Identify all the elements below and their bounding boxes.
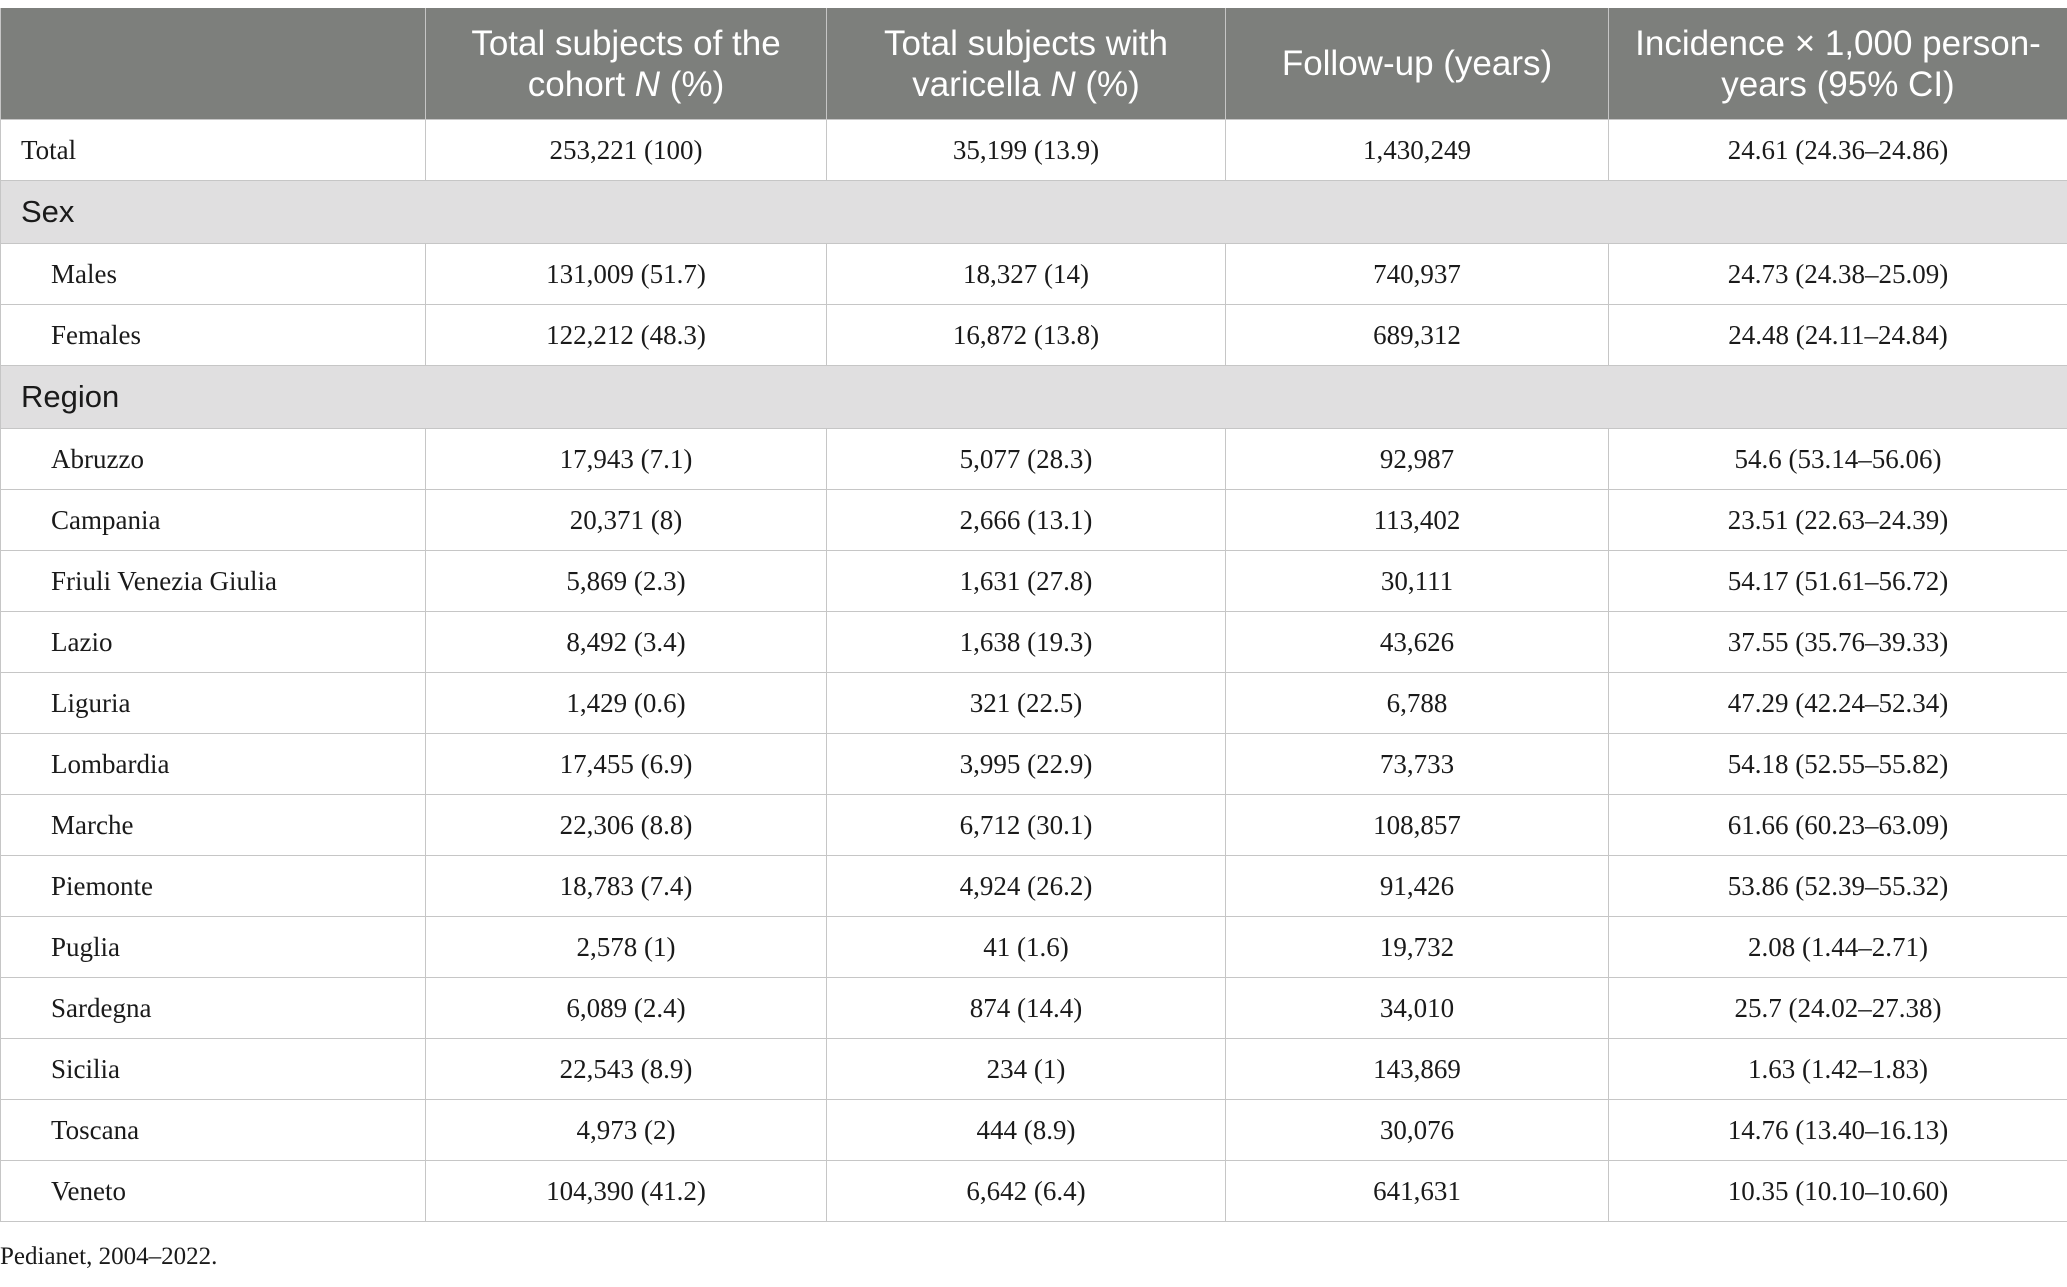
cell-incidence: 61.66 (60.23–63.09): [1609, 795, 2067, 856]
cell-cohort: 17,943 (7.1): [426, 429, 827, 490]
section-row-region: [1, 366, 2067, 429]
section-title: Region: [1, 366, 2067, 429]
cell-cohort: 22,306 (8.8): [426, 795, 827, 856]
cell-followup: 740,937: [1226, 244, 1609, 305]
row-label: Lazio: [1, 612, 426, 673]
table-row: [1, 612, 2067, 673]
cell-incidence: 25.7 (24.02–27.38): [1609, 978, 2067, 1039]
header-total-cohort-suffix: (%): [660, 64, 725, 104]
cell-followup: 30,076: [1226, 1100, 1609, 1161]
table-row: [1, 551, 2067, 612]
cell-cohort: 20,371 (8): [426, 490, 827, 551]
cell-incidence: 54.18 (52.55–55.82): [1609, 734, 2067, 795]
cell-incidence: 2.08 (1.44–2.71): [1609, 917, 2067, 978]
cell-followup: 6,788: [1226, 673, 1609, 734]
table-row: [1, 244, 2067, 305]
cell-followup: 1,430,249: [1226, 120, 1609, 181]
table-row: [1, 1100, 2067, 1161]
row-label: Friuli Venezia Giulia: [1, 551, 426, 612]
table-row: [1, 978, 2067, 1039]
header-total-varicella-text: Total subjects with varicella: [883, 23, 1169, 104]
cell-incidence: 10.35 (10.10–10.60): [1609, 1161, 2067, 1222]
cell-varicella: 6,642 (6.4): [827, 1161, 1226, 1222]
cell-cohort: 2,578 (1): [426, 917, 827, 978]
header-total-varicella-suffix: (%): [1075, 64, 1140, 104]
data-table: [0, 8, 2067, 1222]
row-label: Sicilia: [1, 1039, 426, 1100]
cell-followup: 143,869: [1226, 1039, 1609, 1100]
cell-varicella: 1,631 (27.8): [827, 551, 1226, 612]
header-total-cohort: [426, 8, 827, 120]
row-label: Lombardia: [1, 734, 426, 795]
cell-cohort: 1,429 (0.6): [426, 673, 827, 734]
row-label: Puglia: [1, 917, 426, 978]
cell-incidence: 37.55 (35.76–39.33): [1609, 612, 2067, 673]
table-row: [1, 429, 2067, 490]
cell-varicella: 16,872 (13.8): [827, 305, 1226, 366]
cell-cohort: 22,543 (8.9): [426, 1039, 827, 1100]
cell-varicella: 5,077 (28.3): [827, 429, 1226, 490]
header-total-varicella-n: N: [1050, 64, 1076, 104]
cell-followup: 30,111: [1226, 551, 1609, 612]
row-label: Sardegna: [1, 978, 426, 1039]
row-label: Females: [1, 305, 426, 366]
cell-cohort: 6,089 (2.4): [426, 978, 827, 1039]
cell-followup: 34,010: [1226, 978, 1609, 1039]
cell-varicella: 321 (22.5): [827, 673, 1226, 734]
cell-incidence: 1.63 (1.42–1.83): [1609, 1039, 2067, 1100]
table-footnote: Pedianet, 2004–2022.: [0, 1243, 218, 1270]
cell-cohort: 131,009 (51.7): [426, 244, 827, 305]
section-row-sex: [1, 181, 2067, 244]
row-label: Marche: [1, 795, 426, 856]
cell-incidence: 54.6 (53.14–56.06): [1609, 429, 2067, 490]
table-row: [1, 795, 2067, 856]
cell-incidence: 24.73 (24.38–25.09): [1609, 244, 2067, 305]
cell-followup: 91,426: [1226, 856, 1609, 917]
table-row: [1, 1039, 2067, 1100]
cell-cohort: 122,212 (48.3): [426, 305, 827, 366]
cell-cohort: 8,492 (3.4): [426, 612, 827, 673]
header-total-cohort-text: Total subjects of the cohort: [471, 23, 781, 104]
cell-cohort: 5,869 (2.3): [426, 551, 827, 612]
row-label: Veneto: [1, 1161, 426, 1222]
cell-cohort: 104,390 (41.2): [426, 1161, 827, 1222]
cell-varicella: 444 (8.9): [827, 1100, 1226, 1161]
cell-cohort: 18,783 (7.4): [426, 856, 827, 917]
cell-varicella: 874 (14.4): [827, 978, 1226, 1039]
table-header: [1, 8, 2067, 120]
cell-followup: 19,732: [1226, 917, 1609, 978]
cell-cohort: 253,221 (100): [426, 120, 827, 181]
cell-followup: 108,857: [1226, 795, 1609, 856]
cell-followup: 92,987: [1226, 429, 1609, 490]
cell-varicella: 2,666 (13.1): [827, 490, 1226, 551]
cell-varicella: 18,327 (14): [827, 244, 1226, 305]
table-row: [1, 673, 2067, 734]
table-row-total: [1, 120, 2067, 181]
cell-varicella: 3,995 (22.9): [827, 734, 1226, 795]
header-incidence: Incidence × 1,000 person-years (95% CI): [1609, 8, 2067, 120]
row-label: Males: [1, 244, 426, 305]
table-row: [1, 305, 2067, 366]
header-label-column: [1, 8, 426, 120]
cell-varicella: 234 (1): [827, 1039, 1226, 1100]
cell-followup: 73,733: [1226, 734, 1609, 795]
cell-incidence: 24.61 (24.36–24.86): [1609, 120, 2067, 181]
cell-followup: 43,626: [1226, 612, 1609, 673]
row-label: Abruzzo: [1, 429, 426, 490]
cell-cohort: 4,973 (2): [426, 1100, 827, 1161]
cell-varicella: 1,638 (19.3): [827, 612, 1226, 673]
cell-varicella: 35,199 (13.9): [827, 120, 1226, 181]
cell-cohort: 17,455 (6.9): [426, 734, 827, 795]
header-row: [1, 8, 2067, 120]
table-row: [1, 917, 2067, 978]
cell-incidence: 24.48 (24.11–24.84): [1609, 305, 2067, 366]
cell-incidence: 53.86 (52.39–55.32): [1609, 856, 2067, 917]
row-label: Liguria: [1, 673, 426, 734]
section-title: Sex: [1, 181, 2067, 244]
header-total-varicella: [827, 8, 1226, 120]
cell-incidence: 14.76 (13.40–16.13): [1609, 1100, 2067, 1161]
cell-followup: 113,402: [1226, 490, 1609, 551]
header-total-cohort-n: N: [634, 64, 661, 104]
table-body: [1, 120, 2067, 1222]
table-row: [1, 734, 2067, 795]
cell-followup: 689,312: [1226, 305, 1609, 366]
table-row: [1, 1161, 2067, 1222]
table-row: [1, 490, 2067, 551]
cell-varicella: 6,712 (30.1): [827, 795, 1226, 856]
cell-varicella: 4,924 (26.2): [827, 856, 1226, 917]
row-label: Total: [1, 120, 426, 181]
row-label: Toscana: [1, 1100, 426, 1161]
cell-incidence: 54.17 (51.61–56.72): [1609, 551, 2067, 612]
cell-incidence: 23.51 (22.63–24.39): [1609, 490, 2067, 551]
cell-varicella: 41 (1.6): [827, 917, 1226, 978]
cell-incidence: 47.29 (42.24–52.34): [1609, 673, 2067, 734]
header-followup: Follow-up (years): [1226, 8, 1609, 120]
table-row: [1, 856, 2067, 917]
cell-followup: 641,631: [1226, 1161, 1609, 1222]
row-label: Piemonte: [1, 856, 426, 917]
row-label: Campania: [1, 490, 426, 551]
